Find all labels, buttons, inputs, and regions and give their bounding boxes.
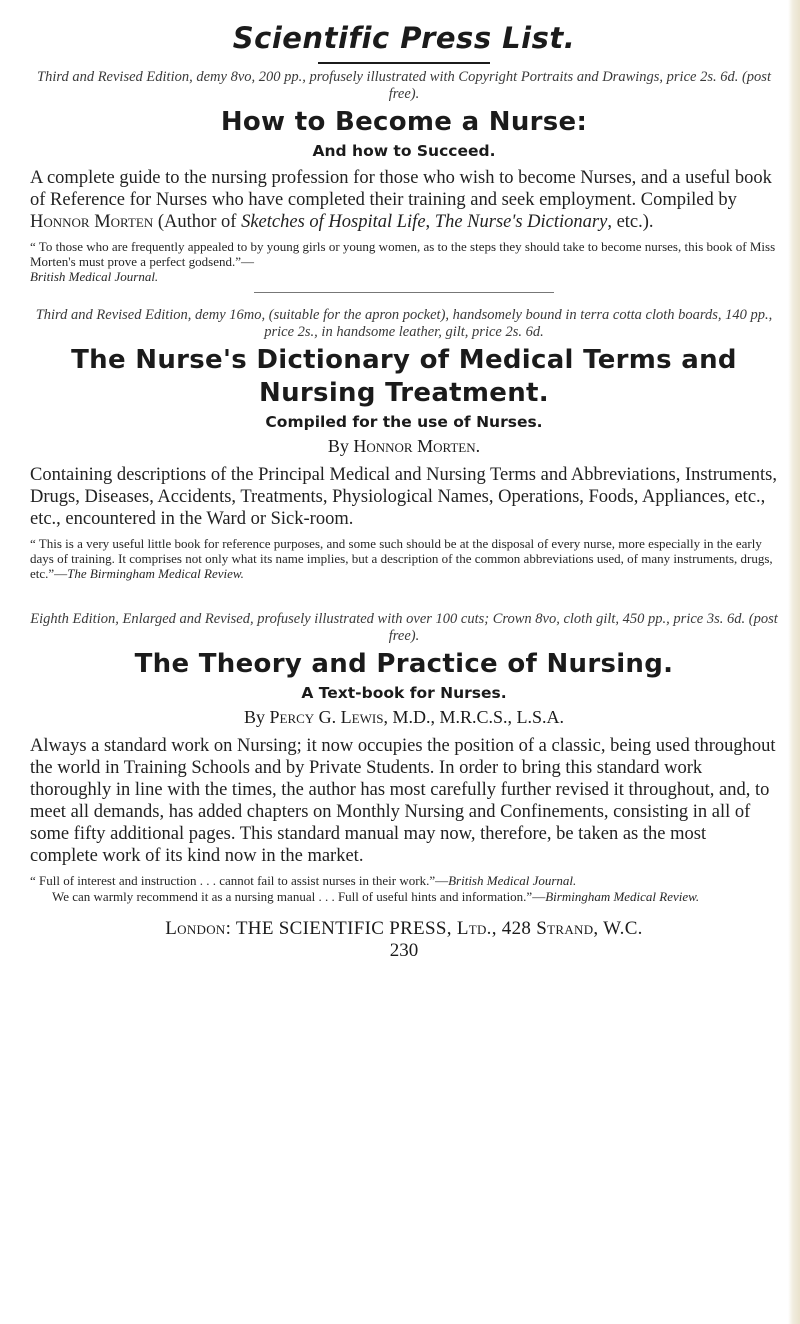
work-title: Sketches of Hospital Life	[241, 212, 426, 232]
review-quote	[30, 873, 778, 888]
book-title: How to Become a Nurse:	[220, 107, 588, 137]
review-text: “ Full of interest and instruction . . . cannot fail to assist nurses in their work.”—	[30, 873, 449, 888]
book-byline	[30, 705, 778, 729]
review-text: “ This is a very useful little book for reference purposes, and some such should be at the disposal of every nurse, more especially in the early days of training. It comprises not only what its name implies, but a description of the common abbreviations used, of many instruments, drugs, etc.”—	[30, 536, 773, 581]
book-title: The Theory and Practice of Nursing.	[134, 649, 674, 679]
book-description: Always a standard work on Nursing; it now occupies the position of a classic, being used throughout the world in Training Schools and by Private Students. In order to bring this standard work thoroughly in line with the times, the author has most carefully further revised it throughout, and, to meet all demands, has added chapters on Monthly Nursing and Confinements, consisting in all of some fifty additional pages. This standard manual may now, therefore, be taken as the most complete work of its kind now in the market.	[30, 736, 776, 866]
publisher-imprint	[30, 918, 778, 940]
book-subtitle: And how to Succeed.	[312, 142, 496, 160]
page-number: 230	[389, 940, 419, 961]
edition-note: Third and Revised Edition, demy 16mo, (suitable for the apron pocket), handsomely bound in terra cotta cloth boards, 140 pp., price 2s., in handsome leather, gilt, price 2s. 6d.	[35, 307, 773, 340]
imprint-street: Strand, W.C.	[536, 918, 643, 939]
byline-prefix: By	[243, 707, 270, 727]
book-subtitle: A Text-book for Nurses.	[301, 684, 507, 702]
work-title: The Nurse's Dictionary	[434, 212, 608, 232]
running-head-rule	[318, 62, 490, 64]
review-source: British Medical Journal.	[30, 269, 159, 284]
review-source: Birmingham Medical Review.	[545, 889, 700, 904]
description-text: A complete guide to the nursing profession for those who wish to become Nurses, and a useful book of Reference for Nurses who have completed their training and seek employment. Compiled by	[30, 168, 772, 210]
imprint-ltd: Ltd.	[456, 918, 492, 939]
book-entry-nurse-guide	[30, 69, 778, 293]
book-description	[30, 167, 778, 233]
review-text: “ To those who are frequently appealed to by young girls or young women, as to the steps they should take to become nurses, this book of Miss Morten's must prove a perfect godsend.”—	[30, 239, 776, 269]
book-description: Containing descriptions of the Principal Medical and Nursing Terms and Abbreviations, Instruments, Drugs, Diseases, Accidents, Treatments, Physiological Names, Operations, Foods, Appliances, etc., etc., encountered in the Ward or Sick-room.	[30, 465, 777, 529]
book-subtitle: Compiled for the use of Nurses.	[265, 413, 543, 431]
author-name: Honnor Morten	[30, 212, 154, 232]
book-byline	[30, 434, 778, 458]
review-source: British Medical Journal.	[448, 873, 577, 888]
imprint-publisher: : THE SCIENTIFIC PRESS,	[225, 918, 457, 939]
imprint-address: , 428	[491, 918, 537, 939]
section-divider	[254, 292, 554, 293]
edition-note: Eighth Edition, Enlarged and Revised, profusely illustrated with over 100 cuts; Crown 8vo, cloth gilt, 450 pp., price 3s. 6d. (post free).	[30, 611, 778, 644]
description-text: (Author of	[153, 212, 242, 232]
edition-note: Third and Revised Edition, demy 8vo, 200 pp., profusely illustrated with Copyright Portraits and Drawings, price 2s. 6d. (post free).	[37, 69, 771, 102]
document-page	[30, 0, 778, 1324]
book-entry-nurses-dictionary	[30, 307, 778, 581]
review-quote	[30, 239, 778, 284]
review-quote	[30, 536, 778, 581]
running-head: Scientific Press List.	[232, 21, 576, 55]
author-name: Honnor Morten.	[353, 436, 481, 456]
imprint-city: London	[165, 918, 226, 939]
review-source: The Birmingham Medical Review.	[67, 566, 244, 581]
review-text: We can warmly recommend it as a nursing manual . . . Full of useful hints and information.”—	[52, 889, 546, 904]
byline-prefix: By	[327, 436, 354, 456]
description-text: , etc.).	[607, 212, 654, 232]
description-text: ,	[425, 212, 435, 232]
page-edge-shadow	[788, 0, 800, 1324]
author-credentials: , M.D., M.R.C.S., L.S.A.	[383, 707, 564, 727]
author-name: Percy G. Lewis	[269, 707, 384, 727]
review-quote	[30, 889, 778, 904]
book-entry-theory-practice	[30, 611, 778, 904]
book-title: The Nurse's Dictionary of Medical Terms and Nursing Treatment.	[71, 345, 737, 408]
